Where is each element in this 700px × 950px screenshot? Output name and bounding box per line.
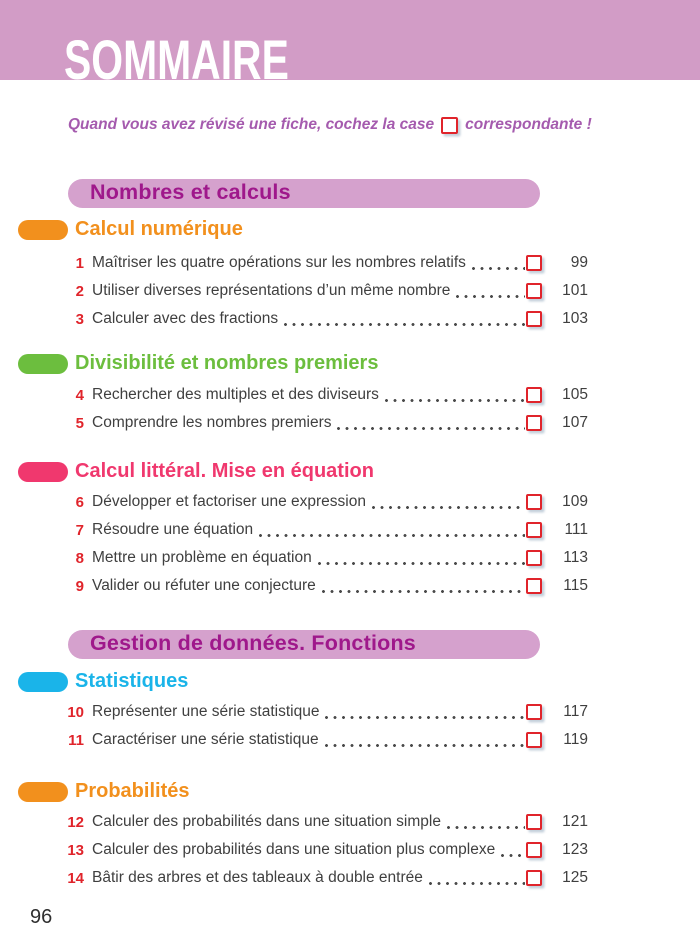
toc-row — [66, 516, 588, 544]
group-title: Calcul littéral. Mise en équation — [75, 460, 374, 482]
section-bar-nombres-et-calculs — [68, 179, 540, 208]
intro-checkbox[interactable] — [441, 117, 458, 134]
item-number: 3 — [75, 310, 84, 328]
item-page-number: 103 — [562, 310, 588, 327]
item-number: 1 — [75, 254, 84, 272]
section-bar-label: Gestion de données. Fonctions — [90, 631, 416, 655]
dotted-leader — [336, 425, 525, 432]
item-number: 8 — [75, 549, 84, 567]
item-checkbox[interactable] — [526, 550, 542, 566]
folio-page-number: 96 — [30, 906, 53, 928]
item-page-number: 107 — [562, 414, 588, 431]
intro-text-before: Quand vous avez révisé une fiche, cochez la case — [68, 116, 435, 133]
toc-rows — [66, 698, 588, 754]
item-label: Calculer avec des fractions — [92, 310, 279, 327]
item-checkbox[interactable] — [526, 732, 542, 748]
toc-rows — [66, 249, 588, 333]
toc-row — [66, 249, 588, 277]
item-page-number: 101 — [562, 282, 588, 299]
group-header-calcul-numerique — [0, 219, 700, 240]
dotted-leader — [500, 852, 525, 859]
dotted-leader — [324, 714, 525, 721]
item-checkbox[interactable] — [526, 704, 542, 720]
toc-row — [66, 572, 588, 600]
item-page-number: 99 — [570, 254, 588, 271]
item-label: Résoudre une équation — [92, 521, 254, 538]
toc-row — [66, 381, 588, 409]
dotted-leader — [471, 265, 525, 272]
toc-row — [66, 277, 588, 305]
group-header-calcul-litteral — [0, 461, 700, 482]
toc-row — [66, 544, 588, 572]
toc-row — [66, 305, 588, 333]
item-label: Représenter une série statistique — [92, 703, 320, 720]
item-number: 4 — [75, 386, 84, 404]
toc-row — [66, 808, 588, 836]
toc-row — [66, 488, 588, 516]
toc-row — [66, 864, 588, 892]
dotted-leader — [428, 880, 525, 887]
group-color-tab — [18, 354, 68, 374]
toc-rows — [66, 488, 588, 600]
group-color-tab — [18, 672, 68, 692]
item-checkbox[interactable] — [526, 415, 542, 431]
item-label: Utiliser diverses représentations d’un même nombre — [92, 282, 451, 299]
item-number: 6 — [75, 493, 84, 511]
section-bar-label: Nombres et calculs — [90, 180, 291, 204]
item-checkbox[interactable] — [526, 842, 542, 858]
dotted-leader — [283, 321, 525, 328]
group-header-probabilites — [0, 781, 700, 802]
group-title: Divisibilité et nombres premiers — [75, 352, 379, 374]
group-header-statistiques — [0, 671, 700, 692]
item-page-number: 109 — [562, 493, 588, 510]
dotted-leader — [321, 588, 525, 595]
page-title: SOMMAIRE — [64, 28, 289, 92]
item-checkbox[interactable] — [526, 870, 542, 886]
dotted-leader — [317, 560, 525, 567]
item-label: Comprendre les nombres premiers — [92, 414, 332, 431]
item-number: 10 — [67, 703, 84, 721]
item-page-number: 115 — [563, 577, 588, 594]
dotted-leader — [258, 532, 525, 539]
section-bar-gestion-de-donnees — [68, 630, 540, 659]
item-page-number: 119 — [563, 731, 588, 748]
toc-row — [66, 409, 588, 437]
item-checkbox[interactable] — [526, 578, 542, 594]
item-checkbox[interactable] — [526, 522, 542, 538]
item-number: 14 — [67, 869, 84, 887]
item-checkbox[interactable] — [526, 387, 542, 403]
item-number: 9 — [75, 577, 84, 595]
toc-rows — [66, 808, 588, 892]
item-page-number: 117 — [563, 703, 588, 720]
item-page-number: 111 — [564, 521, 588, 538]
page-banner — [0, 0, 700, 92]
group-title: Probabilités — [75, 780, 190, 802]
item-label: Calculer des probabilités dans une situation plus complexe — [92, 841, 496, 858]
item-page-number: 125 — [562, 869, 588, 886]
intro-line — [68, 116, 700, 134]
group-title: Calcul numérique — [75, 218, 243, 240]
item-number: 12 — [67, 813, 84, 831]
dotted-leader — [384, 397, 525, 404]
group-header-divisibilite — [0, 353, 700, 374]
dotted-leader — [455, 293, 525, 300]
item-checkbox[interactable] — [526, 311, 542, 327]
item-label: Calculer des probabilités dans une situation simple — [92, 813, 441, 830]
toc-row — [66, 726, 588, 754]
item-label: Bâtir des arbres et des tableaux à double entrée — [92, 869, 423, 886]
item-page-number: 121 — [562, 813, 588, 830]
item-page-number: 105 — [562, 386, 588, 403]
dotted-leader — [324, 742, 525, 749]
item-label: Rechercher des multiples et des diviseurs — [92, 386, 379, 403]
item-label: Valider ou réfuter une conjecture — [92, 577, 316, 594]
dotted-leader — [446, 824, 525, 831]
item-checkbox[interactable] — [526, 283, 542, 299]
toc-rows — [66, 381, 588, 437]
intro-text-after: correspondante ! — [465, 116, 592, 133]
group-color-tab — [18, 220, 68, 240]
item-number: 11 — [68, 731, 84, 749]
item-checkbox[interactable] — [526, 814, 542, 830]
item-page-number: 113 — [563, 549, 588, 566]
toc-row — [66, 836, 588, 864]
item-label: Maîtriser les quatre opérations sur les nombres relatifs — [92, 254, 466, 271]
item-number: 13 — [67, 841, 84, 859]
item-label: Caractériser une série statistique — [92, 731, 319, 748]
item-label: Développer et factoriser une expression — [92, 493, 366, 510]
item-number: 5 — [75, 414, 84, 432]
item-checkbox[interactable] — [526, 494, 542, 510]
item-number: 7 — [75, 521, 84, 539]
dotted-leader — [371, 504, 525, 511]
group-title: Statistiques — [75, 670, 189, 692]
toc-row — [66, 698, 588, 726]
item-checkbox[interactable] — [526, 255, 542, 271]
group-color-tab — [18, 782, 68, 802]
item-label: Mettre un problème en équation — [92, 549, 312, 566]
group-color-tab — [18, 462, 68, 482]
item-page-number: 123 — [562, 841, 588, 858]
item-number: 2 — [75, 282, 84, 300]
